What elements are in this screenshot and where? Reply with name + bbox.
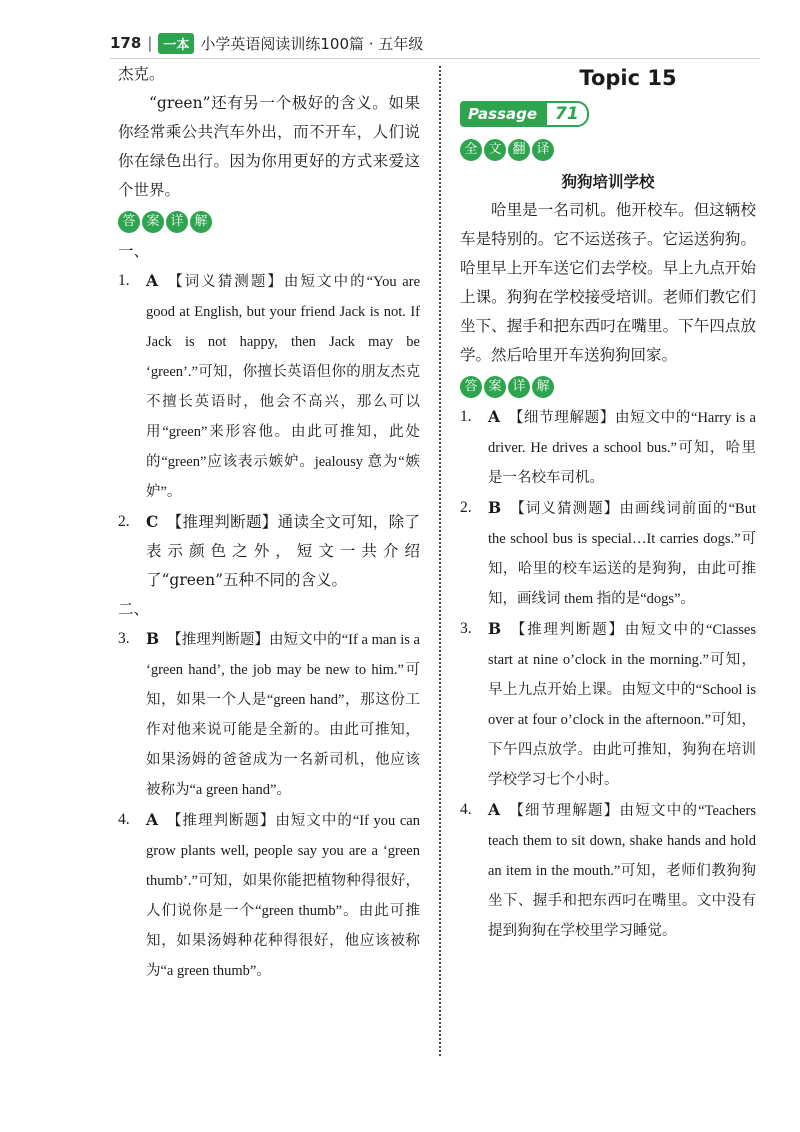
answer-explanation: 【词义猜测题】由画线词前面的“But the school bus is special…It carries dogs.”可知，哈里的校车运送的是狗狗，由此可推知，画线词 them 指的是“dogs”。 bbox=[488, 501, 756, 607]
badge-char: 翻 bbox=[508, 139, 530, 161]
passage-number: 71 bbox=[545, 101, 589, 127]
question-number: 1. bbox=[118, 272, 130, 289]
answer-letter: B bbox=[488, 619, 502, 638]
question-number: 1. bbox=[460, 408, 472, 425]
answer-explanation: 【推理判断题】由短文中的“If a man is a ‘green hand’, the job may be new to him.”可知，如果一个人是“green hand”，那这份工作对他来说可能是全新的。由此可推知，如果汤姆的爸爸成为一名新司机，他应该被称为“a green hand”。 bbox=[146, 632, 420, 798]
question-number: 4. bbox=[460, 801, 472, 818]
answer-item bbox=[460, 795, 756, 946]
answer-item bbox=[118, 266, 420, 507]
answer-explanation: 【细节理解题】由短文中的“Harry is a driver. He drives a school bus.”可知，哈里是一名校车司机。 bbox=[488, 410, 756, 486]
badge-char: 答 bbox=[118, 211, 140, 233]
answer-explanation: 【推理判断题】由短文中的“If you can grow plants well, people say you are a ‘green thumb’.”可知，如果你能把植物种得很好，人们说你是一个“green thumb”。由此可推知，如果汤姆种花种得很好，他应该被称为“a green thumb”。 bbox=[146, 813, 420, 979]
answer-item bbox=[460, 402, 756, 493]
badge-char: 译 bbox=[532, 139, 554, 161]
answer-letter: C bbox=[146, 512, 159, 531]
badge-char: 全 bbox=[460, 139, 482, 161]
answer-explanation: 【推理判断题】通读全文可知，除了表示颜色之外，短文一共介绍了“green”五种不同的含义。 bbox=[146, 513, 420, 589]
page-header bbox=[110, 28, 760, 58]
full-translation-badge bbox=[460, 139, 554, 161]
answer-letter: A bbox=[146, 271, 159, 290]
answer-explanation-badge bbox=[460, 376, 554, 398]
badge-char: 详 bbox=[166, 211, 188, 233]
header-rule bbox=[110, 58, 760, 59]
topic-title: Topic 15 bbox=[579, 66, 677, 90]
badge-char: 文 bbox=[484, 139, 506, 161]
answer-letter: B bbox=[146, 629, 160, 648]
badge-char: 答 bbox=[460, 376, 482, 398]
question-number: 3. bbox=[118, 630, 130, 647]
answer-letter: A bbox=[146, 810, 159, 829]
book-title: 小学英语阅读训练100篇 · 五年级 bbox=[200, 34, 424, 53]
continued-line: 杰克。 bbox=[118, 65, 165, 83]
answer-item bbox=[118, 507, 420, 595]
right-column bbox=[460, 60, 756, 946]
green-paragraph: “green”还有另一个极好的含义。如果你经常乘公共汽车外出，而不开车，人们说你在绿色出行。因为你用更好的方式来爱这个世界。 bbox=[118, 94, 420, 199]
passage-badge bbox=[460, 101, 756, 127]
answer-explanation: 【词义猜测题】由短文中的“You are good at English, but your friend Jack is not. If Jack is not happy, then Jack may be ‘green’.”可知，你擅长英语但你的朋友杰克不擅长英语时，他会不高兴，那么可以用“green”来形容他。由此可推知，此处的“green”应该表示嫉妒。jealousy 意为“嫉妒”。 bbox=[146, 274, 420, 500]
column-divider bbox=[439, 66, 441, 1056]
answer-item bbox=[460, 493, 756, 614]
answer-item bbox=[118, 805, 420, 986]
header-separator: | bbox=[147, 34, 153, 52]
translation-paragraph: 哈里是一名司机。他开校车。但这辆校车是特别的。它不运送孩子。它运送狗狗。哈里早上开车送它们去学校。早上九点开始上课。狗狗在学校接受培训。老师们教它们坐下、握手和把东西叼在嘴里。下午四点放学。然后哈里开车送狗狗回家。 bbox=[460, 201, 756, 364]
badge-char: 详 bbox=[508, 376, 530, 398]
answer-letter: A bbox=[488, 407, 501, 426]
answer-explanation-badge bbox=[118, 211, 212, 233]
badge-char: 解 bbox=[532, 376, 554, 398]
section-two-heading: 二、 bbox=[118, 600, 150, 618]
question-number: 2. bbox=[118, 513, 130, 530]
question-number: 3. bbox=[460, 620, 472, 637]
answer-item bbox=[460, 614, 756, 795]
answer-item bbox=[118, 624, 420, 805]
answer-letter: A bbox=[488, 800, 501, 819]
question-number: 4. bbox=[118, 811, 130, 828]
question-number: 2. bbox=[460, 499, 472, 516]
answer-letter: B bbox=[488, 498, 502, 517]
page-number: 178 bbox=[110, 34, 142, 52]
answer-explanation: 【细节理解题】由短文中的“Teachers teach them to sit down, shake hands and hold an item in the mouth.”可知，老师们教狗狗坐下、握手和把东西叼在嘴里。文中没有提到狗狗在学校里学习睡觉。 bbox=[488, 803, 756, 939]
section-one-heading: 一、 bbox=[118, 242, 150, 260]
passage-label: Passage bbox=[460, 101, 547, 127]
badge-char: 解 bbox=[190, 211, 212, 233]
passage-title: 狗狗培训学校 bbox=[561, 172, 655, 191]
badge-char: 案 bbox=[142, 211, 164, 233]
badge-char: 案 bbox=[484, 376, 506, 398]
publisher-logo: 一本 bbox=[158, 33, 194, 54]
left-column bbox=[118, 60, 420, 986]
answer-explanation: 【推理判断题】由短文中的“Classes start at nine o’clock in the morning.”可知，早上九点开始上课。由短文中的“School is over at four o’clock in the afternoon.”可知，下午四点放学。由此可推知，狗狗在培训学校学习七个小时。 bbox=[488, 622, 756, 788]
